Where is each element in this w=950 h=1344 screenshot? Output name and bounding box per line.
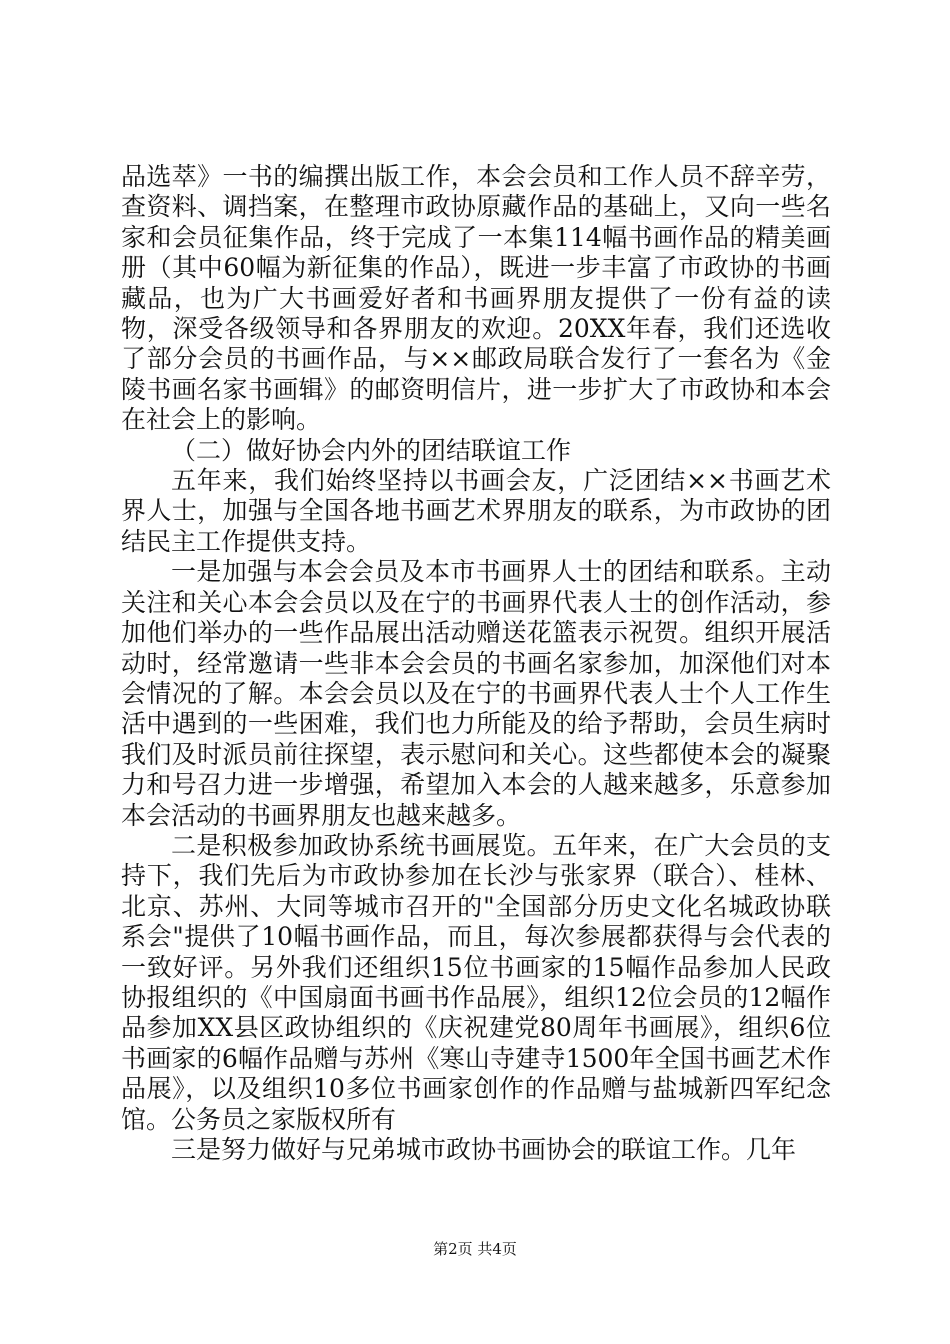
- section-heading: （二）做好协会内外的团结联谊工作: [171, 435, 572, 465]
- paragraph-continuation: 品选萃》一书的编撰出版工作，本会会员和工作人员不辞辛劳，查资料、调挡案，在整理市政协原藏作品的基础上，又向一些名家和会员征集作品，终于完成了一本集114幅书画作品的精美画册（其中60幅为新征集的作品），既进一步丰富了市政协的书画藏品，也为广大书画爱好者和书画界朋友提供了一份有益的读物，深受各级领导和各界朋友的欢迎。20XX年春，我们还选收了部分会员的书画作品，与××邮政局联合发行了一套名为《金陵书画名家书画辑》的邮资明信片，进一步扩大了市政协和本会在社会上的影响。: [121, 162, 831, 435]
- document-body: [121, 162, 831, 1165]
- paragraph-intro: 五年来，我们始终坚持以书画会友，广泛团结××书画艺术界人士，加强与全国各地书画艺术界朋友的联系，为市政协的团结民主工作提供支持。: [121, 466, 831, 556]
- paragraph-point-one: 一是加强与本会会员及本市书画界人士的团结和联系。主动关注和关心本会会员以及在宁的书画界代表人士的创作活动，参加他们举办的一些作品展出活动赠送花篮表示祝贺。组织开展活动时，经常邀请一些非本会会员的书画名家参加，加深他们对本会情况的了解。本会会员以及在宁的书画界代表人士个人工作生活中遇到的一些困难，我们也力所能及的给予帮助，会员生病时我们及时派员前往探望，表示慰问和关心。这些都使本会的凝聚力和号召力进一步增强，希望加入本会的人越来越多，乐意参加本会活动的书画界朋友也越来越多。: [121, 557, 831, 830]
- paragraph-point-two: 二是积极参加政协系统书画展览。五年来，在广大会员的支持下，我们先后为市政协参加在长沙与张家界（联合）、桂林、北京、苏州、大同等城市召开的"全国部分历史文化名城政协联系会"提供了10幅书画作品，而且，每次参展都获得与会代表的一致好评。另外我们还组织15位书画家的15幅作品参加人民政协报组织的《中国扇面书画书作品展》，组织12位会员的12幅作品参加XX县区政协组织的《庆祝建党80周年书画展》，组织6位书画家的6幅作品赠与苏州《寒山寺建寺1500年全国书画艺术作品展》，以及组织10多位书画家创作的作品赠与盐城新四军纪念馆。公务员之家版权所有: [121, 830, 831, 1134]
- page-number-footer: 第2页 共4页: [433, 1240, 517, 1258]
- paragraph-point-three: 三是努力做好与兄弟城市政协书画协会的联谊工作。几年: [171, 1135, 797, 1164]
